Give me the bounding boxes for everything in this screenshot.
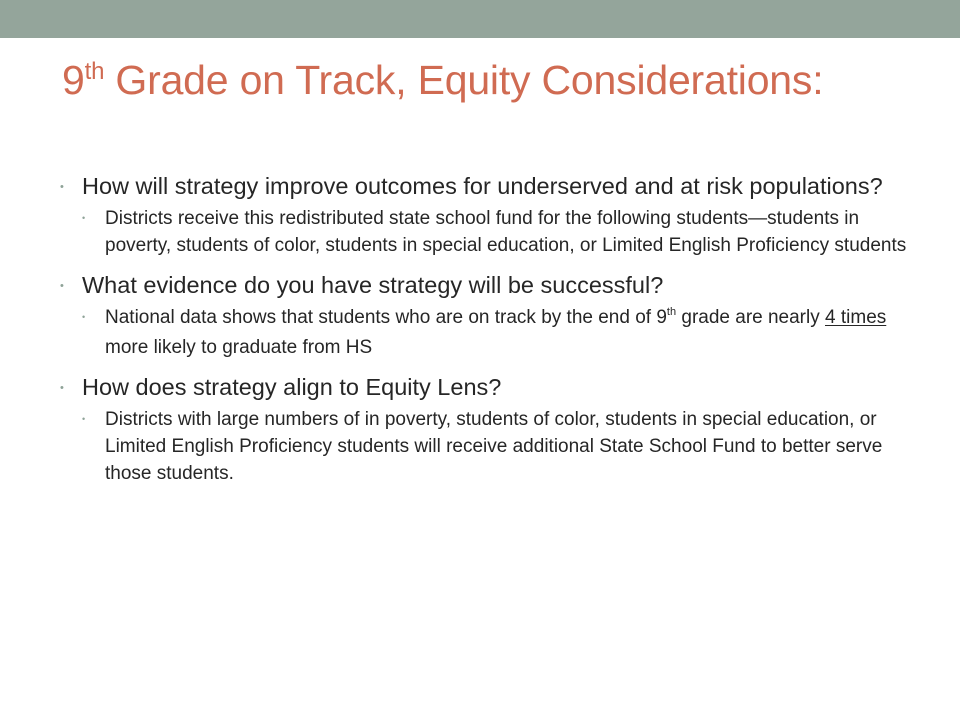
bullet-dot-icon: • — [60, 382, 64, 394]
title-superscript: th — [84, 58, 105, 85]
bullet-evidence-text: What evidence do you have strategy will be successful? — [82, 272, 664, 298]
title-number: 9 — [62, 57, 85, 103]
bullet-outcomes — [60, 170, 920, 203]
bullet-equity-lens-text: How does strategy align to Equity Lens? — [82, 374, 502, 400]
sub-bullet-superscript: th — [666, 306, 677, 318]
slide-content — [60, 170, 920, 497]
bullet-dot-icon: • — [82, 312, 86, 322]
top-accent-bar — [0, 0, 960, 38]
slide-title — [62, 54, 922, 113]
sub-bullet-districts — [82, 406, 920, 487]
bullet-outcomes-text: How will strategy improve outcomes for underserved and at risk populations? — [82, 173, 883, 199]
sub-bullet-funding — [82, 205, 920, 259]
sub-bullet-districts-text: Districts with large numbers of in poverty, students of color, students in special education, or Limited English Proficiency students will receive additional State School Fund to better serve those students. — [105, 409, 883, 484]
bullet-dot-icon: • — [60, 181, 64, 193]
bullet-dot-icon: • — [60, 280, 64, 292]
sub-bullet-funding-text: Districts receive this redistributed state school fund for the following students—students in poverty, students of color, students in special education, or Limited English Proficiency students — [105, 208, 907, 256]
sub-bullet-emphasis: 4 times — [825, 307, 887, 328]
sub-bullet-national-data-part-a: National data shows that students who are on track by the end of 9 — [105, 307, 667, 328]
sub-bullet-national-data-part-c: more likely to graduate from HS — [105, 337, 373, 358]
sub-bullet-national-data — [82, 304, 920, 361]
sub-bullet-national-data-part-b: grade are nearly — [676, 307, 826, 328]
bullet-equity-lens — [60, 371, 920, 404]
bullet-dot-icon: • — [82, 414, 86, 424]
bullet-dot-icon: • — [82, 213, 86, 223]
title-text: Grade on Track, Equity Considerations: — [104, 57, 824, 103]
bullet-evidence — [60, 269, 920, 302]
